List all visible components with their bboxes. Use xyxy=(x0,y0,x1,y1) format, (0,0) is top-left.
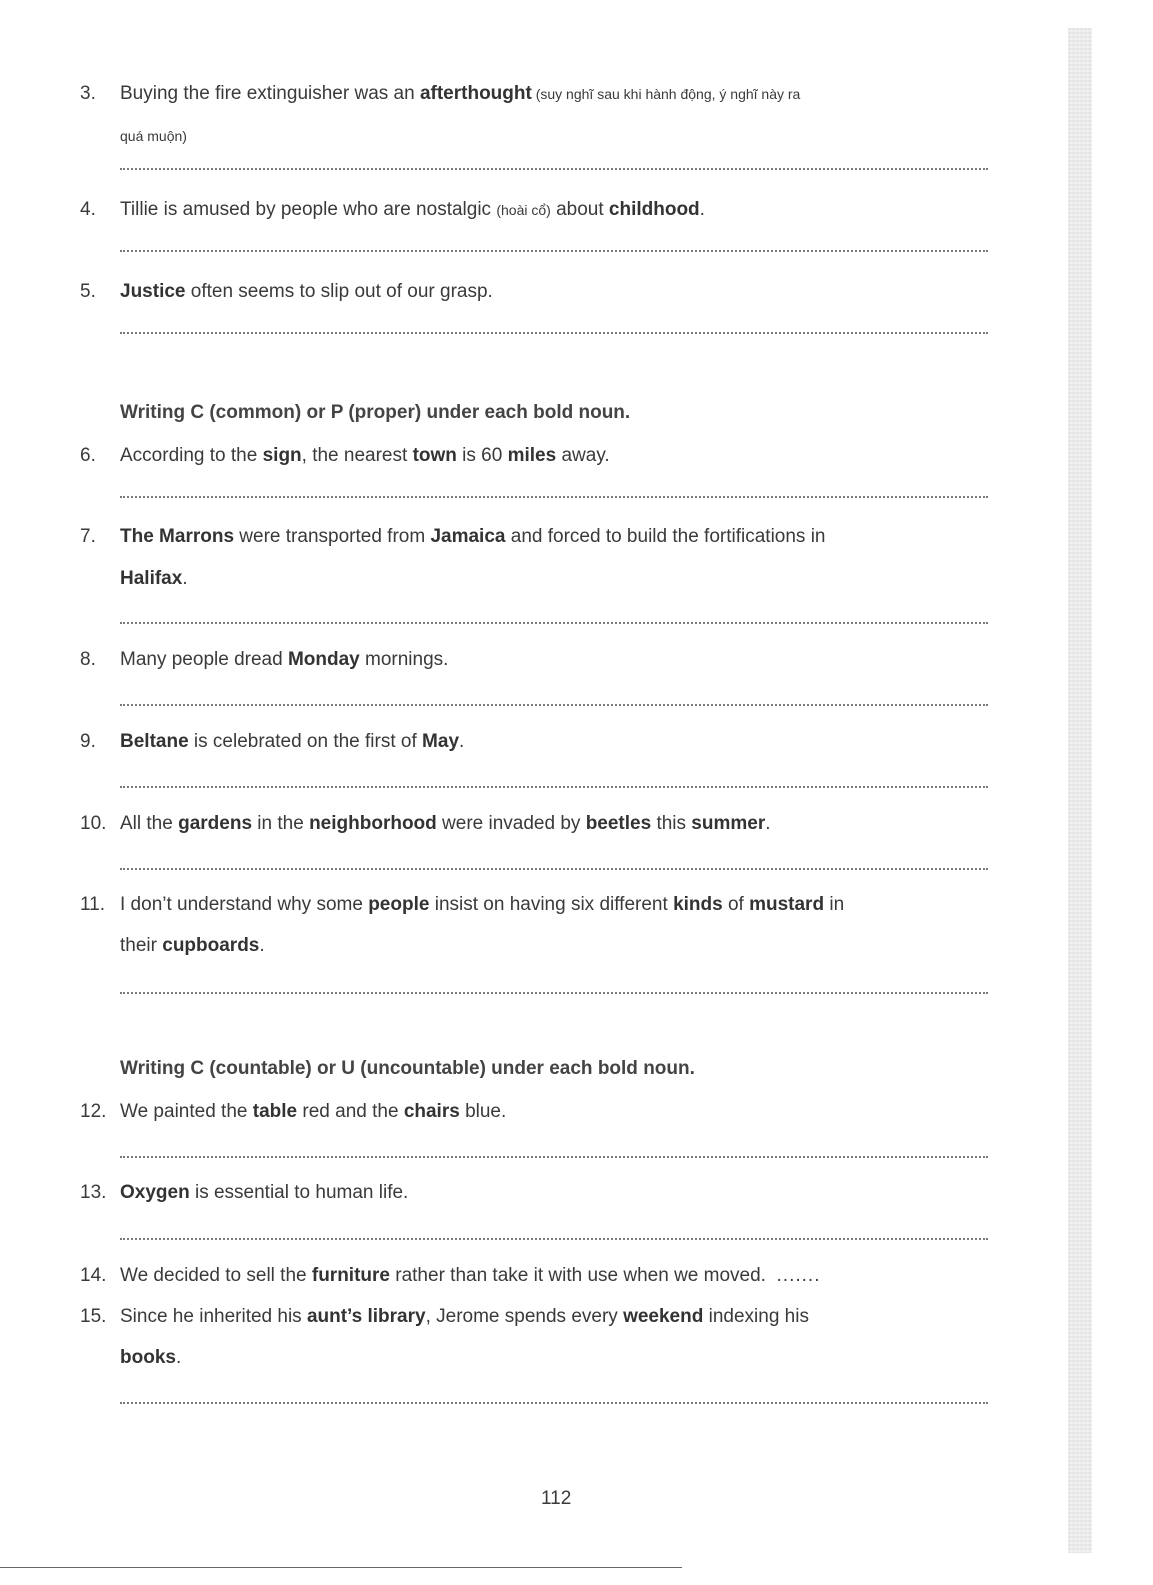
page-number: 112 xyxy=(541,1488,572,1509)
question-number: 12. xyxy=(80,1101,107,1122)
question-text: . xyxy=(182,568,188,589)
answer-line-3[interactable] xyxy=(120,168,988,170)
bold-noun: beetles xyxy=(585,813,652,834)
bottom-divider xyxy=(0,1567,682,1568)
bold-noun: Halifax xyxy=(120,568,183,589)
question-14 xyxy=(80,1264,820,1288)
question-text: is 60 xyxy=(456,445,508,466)
question-6 xyxy=(80,444,610,468)
question-text: of xyxy=(722,894,750,915)
bold-noun: summer xyxy=(691,813,766,834)
question-number: 6. xyxy=(80,445,96,466)
bold-noun: chairs xyxy=(403,1101,460,1122)
question-text: Many people dread xyxy=(120,649,288,670)
question-text: We decided to sell the xyxy=(120,1265,312,1286)
scan-shadow-edge xyxy=(1068,28,1092,1553)
question-text: . xyxy=(765,813,771,834)
question-text: in xyxy=(824,894,845,915)
bold-noun: cupboards xyxy=(162,935,260,956)
question-10 xyxy=(80,812,771,836)
question-text: Buying the fire extinguisher was an xyxy=(120,83,420,104)
question-text: blue. xyxy=(459,1101,507,1122)
bold-noun: furniture xyxy=(311,1265,390,1286)
bold-noun: mustard xyxy=(749,894,825,915)
question-text: were transported from xyxy=(234,526,431,547)
question-number: 15. xyxy=(80,1306,107,1327)
question-number: 13. xyxy=(80,1182,107,1203)
bold-noun: miles xyxy=(507,445,557,466)
answer-line-5[interactable] xyxy=(120,332,988,334)
bold-noun: weekend xyxy=(623,1306,704,1327)
question-9 xyxy=(80,730,464,754)
question-text: , Jerome spends every xyxy=(425,1306,624,1327)
answer-line-11[interactable] xyxy=(120,992,988,994)
question-text: this xyxy=(651,813,692,834)
answer-line-15[interactable] xyxy=(120,1402,988,1404)
question-3-continued xyxy=(120,124,187,148)
bold-noun: Oxygen xyxy=(120,1182,190,1203)
question-number: 8. xyxy=(80,649,96,670)
bold-noun: table xyxy=(252,1101,298,1122)
answer-line-9[interactable] xyxy=(120,786,988,788)
answer-line-13[interactable] xyxy=(120,1238,988,1240)
question-11-continued xyxy=(120,934,265,958)
question-number: 3. xyxy=(80,83,96,104)
answer-dots-14[interactable]: ....... xyxy=(776,1265,821,1286)
question-13 xyxy=(80,1181,408,1205)
question-text: All the xyxy=(120,813,179,834)
question-text: red and the xyxy=(297,1101,404,1122)
question-text: . xyxy=(699,199,705,220)
spacer xyxy=(766,1265,777,1286)
question-8 xyxy=(80,648,448,672)
question-number: 14. xyxy=(80,1265,107,1286)
question-text: about xyxy=(550,199,609,220)
bold-noun: town xyxy=(412,445,457,466)
question-3 xyxy=(80,82,800,106)
question-text: is celebrated on the first of xyxy=(188,731,423,752)
question-15 xyxy=(80,1305,809,1329)
question-number: 9. xyxy=(80,731,96,752)
question-text: Tillie is amused by people who are nostalgic xyxy=(120,199,497,220)
bold-noun: people xyxy=(368,894,430,915)
answer-line-10[interactable] xyxy=(120,868,988,870)
bold-noun: The Marrons xyxy=(120,526,235,547)
question-text: indexing his xyxy=(703,1306,809,1327)
translation-note: (suy nghĩ sau khi hành động, ý nghĩ này ra xyxy=(531,86,801,102)
bold-noun: neighborhood xyxy=(309,813,437,834)
question-7 xyxy=(80,525,826,549)
bold-noun: Jamaica xyxy=(430,526,506,547)
bold-noun: Justice xyxy=(120,281,186,302)
bold-noun: Beltane xyxy=(120,731,189,752)
question-text: We painted the xyxy=(120,1101,253,1122)
question-4 xyxy=(80,198,705,222)
answer-line-7[interactable] xyxy=(120,622,988,624)
question-text: insist on having six different xyxy=(429,894,674,915)
question-number: 5. xyxy=(80,281,96,302)
question-text: , the nearest xyxy=(301,445,413,466)
question-text: in the xyxy=(252,813,310,834)
question-text: is essential to human life. xyxy=(189,1182,409,1203)
bold-noun: gardens xyxy=(178,813,253,834)
question-text: mornings. xyxy=(359,649,449,670)
bold-noun: childhood xyxy=(608,199,700,220)
question-text: . xyxy=(459,731,465,752)
bold-noun: aunt’s library xyxy=(306,1306,426,1327)
answer-line-4[interactable] xyxy=(120,250,988,252)
question-11 xyxy=(80,893,844,917)
translation-note: quá muộn) xyxy=(120,128,187,144)
question-text: Since he inherited his xyxy=(120,1306,307,1327)
answer-line-12[interactable] xyxy=(120,1156,988,1158)
question-5 xyxy=(80,280,493,304)
question-text: their xyxy=(120,935,163,956)
section-heading-common-proper: Writing C (common) or P (proper) under each bold noun. xyxy=(120,402,631,423)
question-number: 11. xyxy=(80,894,106,915)
question-text: I don’t understand why some xyxy=(120,894,369,915)
translation-note: (hoài cổ) xyxy=(496,202,551,218)
question-text: and forced to build the fortifications in xyxy=(505,526,826,547)
section-heading-countable-uncountable: Writing C (countable) or U (uncountable) under each bold noun. xyxy=(120,1058,695,1079)
question-text: . xyxy=(259,935,265,956)
bold-noun: Monday xyxy=(287,649,360,670)
question-7-continued xyxy=(120,567,188,591)
question-text: rather than take it with use when we moved. xyxy=(389,1265,766,1286)
bold-noun: kinds xyxy=(673,894,723,915)
question-text: According to the xyxy=(120,445,263,466)
answer-line-8[interactable] xyxy=(120,704,988,706)
question-text: often seems to slip out of our grasp. xyxy=(185,281,493,302)
question-text: . xyxy=(175,1347,182,1368)
bold-noun: books xyxy=(120,1347,176,1368)
question-12 xyxy=(80,1100,506,1124)
question-15-continued xyxy=(120,1346,181,1370)
answer-line-6[interactable] xyxy=(120,496,988,498)
question-number: 4. xyxy=(80,199,96,220)
question-text: were invaded by xyxy=(436,813,586,834)
question-text: away. xyxy=(556,445,610,466)
question-number: 10. xyxy=(80,813,107,834)
question-number: 7. xyxy=(80,526,96,547)
bold-noun: afterthought xyxy=(419,83,532,104)
bold-noun: May xyxy=(422,731,460,752)
bold-noun: sign xyxy=(262,445,302,466)
